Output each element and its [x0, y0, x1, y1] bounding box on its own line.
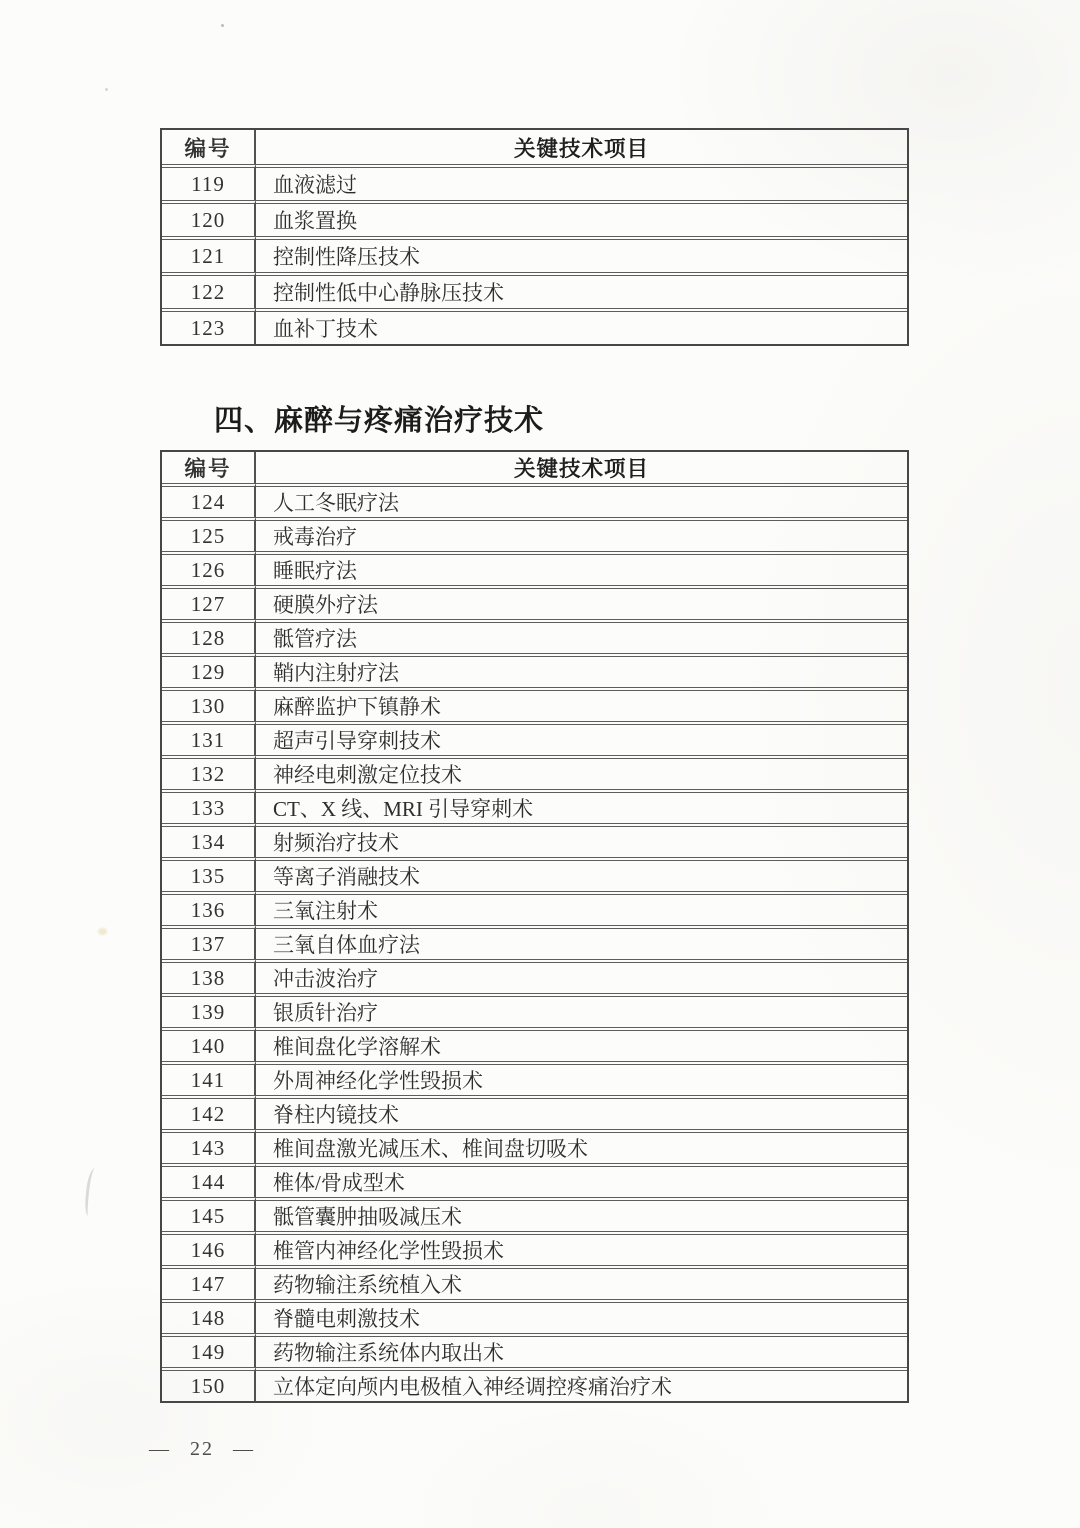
row-number: 132: [162, 755, 256, 789]
row-item-label: 骶管囊肿抽吸减压术: [256, 1197, 907, 1231]
row-item-label: 冲击波治疗: [256, 959, 907, 993]
row-number: 137: [162, 925, 256, 959]
table-row: [162, 585, 907, 619]
table-row: [162, 653, 907, 687]
row-number: 144: [162, 1163, 256, 1197]
column-header-number: 编号: [162, 452, 256, 483]
row-number: 127: [162, 585, 256, 619]
column-header-item: 关键技术项目: [513, 457, 649, 481]
table-row: [162, 1367, 907, 1401]
row-number: 121: [162, 236, 256, 272]
row-item-label: 三氧注射术: [256, 891, 907, 925]
row-number: 125: [162, 517, 256, 551]
table-row: [162, 687, 907, 721]
table-row: [162, 789, 907, 823]
row-item-label: 脊髓电刺激技术: [256, 1299, 907, 1333]
row-number: 123: [162, 308, 256, 344]
row-item-label: 射频治疗技术: [256, 823, 907, 857]
row-item-label: 立体定向颅内电极植入神经调控疼痛治疗术: [256, 1367, 907, 1401]
row-number: 140: [162, 1027, 256, 1061]
table-row: [162, 721, 907, 755]
table-row: [162, 1197, 907, 1231]
row-number: 141: [162, 1061, 256, 1095]
row-item-label: 血浆置换: [256, 200, 907, 236]
row-number: 146: [162, 1231, 256, 1265]
column-header-item: 关键技术项目: [513, 136, 649, 161]
row-item-label: 药物输注系统体内取出术: [256, 1333, 907, 1367]
table-row: [162, 619, 907, 653]
column-header-number: 编号: [162, 130, 256, 164]
table-row: [162, 1231, 907, 1265]
row-number: 129: [162, 653, 256, 687]
table-row: [162, 1163, 907, 1197]
row-item-label: 银质针治疗: [256, 993, 907, 1027]
row-number: 122: [162, 272, 256, 308]
scan-artifact-speck: [98, 928, 107, 935]
table-row: [162, 857, 907, 891]
row-number: 147: [162, 1265, 256, 1299]
row-item-label: 外周神经化学性毁损术: [256, 1061, 907, 1095]
page-number: — 22 —: [149, 1438, 255, 1460]
key-technology-table-upper: [160, 128, 909, 346]
scan-artifact-pen-stroke: [84, 1168, 100, 1217]
table-row: [162, 891, 907, 925]
row-number: 136: [162, 891, 256, 925]
row-item-label: 控制性降压技术: [256, 236, 907, 272]
table-row: [162, 959, 907, 993]
scan-artifact-speck: [308, 596, 310, 598]
row-number: 128: [162, 619, 256, 653]
table-header-row: [162, 452, 907, 483]
table-row: [162, 1129, 907, 1163]
table-row: [162, 551, 907, 585]
table-row: [162, 200, 907, 236]
key-technology-table-anesthesia: [160, 450, 909, 1403]
row-item-label: CT、X 线、MRI 引导穿刺术: [256, 789, 907, 823]
row-item-label: 药物输注系统植入术: [256, 1265, 907, 1299]
row-item-label: 骶管疗法: [256, 619, 907, 653]
row-item-label: 麻醉监护下镇静术: [256, 687, 907, 721]
row-number: 134: [162, 823, 256, 857]
section-title: 四、麻醉与疼痛治疗技术: [214, 405, 545, 437]
row-number: 119: [162, 164, 256, 200]
table-row: [162, 236, 907, 272]
table-row: [162, 1027, 907, 1061]
row-number: 150: [162, 1367, 256, 1401]
row-item-label: 脊柱内镜技术: [256, 1095, 907, 1129]
table-header-row: [162, 130, 907, 164]
row-item-label: 睡眠疗法: [256, 551, 907, 585]
row-item-label: 鞘内注射疗法: [256, 653, 907, 687]
row-number: 130: [162, 687, 256, 721]
table-row: [162, 823, 907, 857]
scan-artifact-speck: [105, 88, 108, 91]
table-row: [162, 483, 907, 517]
row-item-label: 血液滤过: [256, 164, 907, 200]
row-item-label: 椎管内神经化学性毁损术: [256, 1231, 907, 1265]
table-row: [162, 1061, 907, 1095]
table-row: [162, 755, 907, 789]
row-number: 148: [162, 1299, 256, 1333]
table-row: [162, 308, 907, 344]
table-row: [162, 925, 907, 959]
row-item-label: 血补丁技术: [256, 308, 907, 344]
row-item-label: 超声引导穿刺技术: [256, 721, 907, 755]
row-item-label: 神经电刺激定位技术: [256, 755, 907, 789]
table-row: [162, 517, 907, 551]
row-item-label: 控制性低中心静脉压技术: [256, 272, 907, 308]
table-row: [162, 1265, 907, 1299]
row-number: 120: [162, 200, 256, 236]
row-number: 126: [162, 551, 256, 585]
row-number: 124: [162, 483, 256, 517]
row-item-label: 人工冬眠疗法: [256, 483, 907, 517]
row-item-label: 戒毒治疗: [256, 517, 907, 551]
table-row: [162, 1333, 907, 1367]
row-item-label: 椎间盘化学溶解术: [256, 1027, 907, 1061]
row-number: 133: [162, 789, 256, 823]
row-number: 142: [162, 1095, 256, 1129]
row-number: 131: [162, 721, 256, 755]
row-number: 139: [162, 993, 256, 1027]
row-number: 138: [162, 959, 256, 993]
row-number: 143: [162, 1129, 256, 1163]
row-number: 149: [162, 1333, 256, 1367]
scan-artifact-speck: [221, 24, 224, 27]
table-row: [162, 164, 907, 200]
row-item-label: 三氧自体血疗法: [256, 925, 907, 959]
table-row: [162, 993, 907, 1027]
row-item-label: 椎间盘激光减压术、椎间盘切吸术: [256, 1129, 907, 1163]
row-item-label: 等离子消融技术: [256, 857, 907, 891]
table-row: [162, 272, 907, 308]
table-row: [162, 1095, 907, 1129]
row-number: 135: [162, 857, 256, 891]
table-row: [162, 1299, 907, 1333]
row-item-label: 椎体/骨成型术: [256, 1163, 907, 1197]
row-item-label: 硬膜外疗法: [256, 585, 907, 619]
row-number: 145: [162, 1197, 256, 1231]
